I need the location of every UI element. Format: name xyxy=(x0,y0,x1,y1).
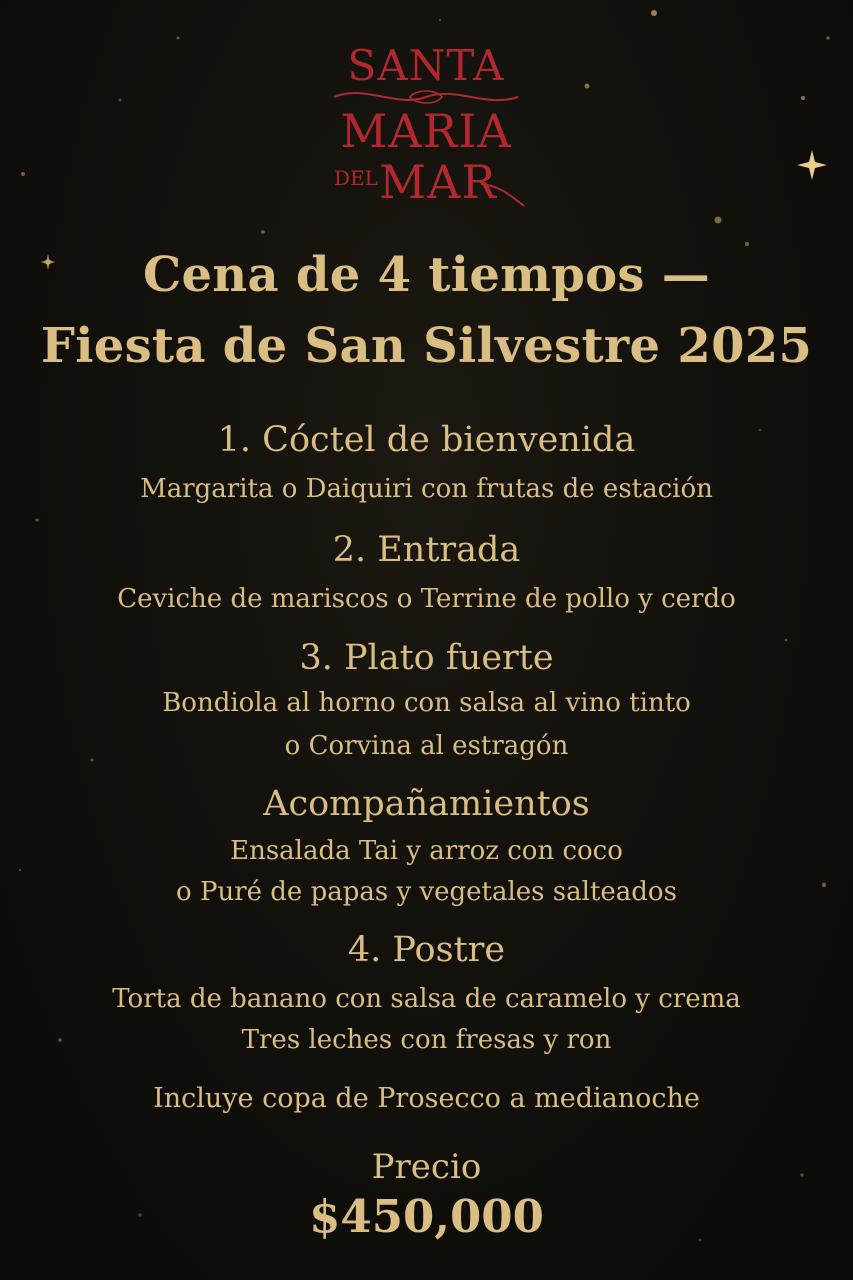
price-value: $450,000 xyxy=(309,1190,544,1243)
logo-text-santa: SANTA xyxy=(347,41,505,90)
title-line-1: Cena de 4 tiempos — xyxy=(142,247,711,303)
course-item-entrada: Ceviche de mariscos o Terrine de pollo y cerdo xyxy=(117,584,736,614)
course-item-plato-fuerte-1: Bondiola al horno con salsa al vino tinto xyxy=(162,688,691,718)
star-icon xyxy=(797,150,827,180)
course-item-acompanamientos-1: Ensalada Tai y arroz con coco xyxy=(230,836,623,866)
title-line-2: Fiesta de San Silvestre 2025 xyxy=(40,318,813,374)
course-item-postre-2: Tres leches con fresas y ron xyxy=(241,1025,612,1055)
logo-text-mar: MAR xyxy=(379,155,497,209)
price-label: Precio xyxy=(371,1147,482,1187)
course-heading-acompanamientos: Acompañamientos xyxy=(263,784,590,824)
logo-text-del: DEL xyxy=(334,166,378,190)
prosecco-note: Incluye copa de Prosecco a medianoche xyxy=(153,1083,700,1114)
restaurant-logo xyxy=(306,34,546,214)
course-heading-postre: 4. Postre xyxy=(347,930,506,970)
course-item-acompanamientos-2: o Puré de papas y vegetales salteados xyxy=(176,877,677,907)
course-heading-plato-fuerte: 3. Plato fuerte xyxy=(299,638,554,678)
course-heading-entrada: 2. Entrada xyxy=(332,530,521,570)
course-heading-coctel: 1. Cóctel de bienvenida xyxy=(217,420,636,460)
course-item-coctel: Margarita o Daiquiri con frutas de estación xyxy=(140,474,713,504)
logo-text-maria: MARIA xyxy=(340,104,512,158)
course-item-postre-1: Torta de banano con salsa de caramelo y crema xyxy=(112,984,741,1014)
course-item-plato-fuerte-2: o Corvina al estragón xyxy=(284,731,569,761)
